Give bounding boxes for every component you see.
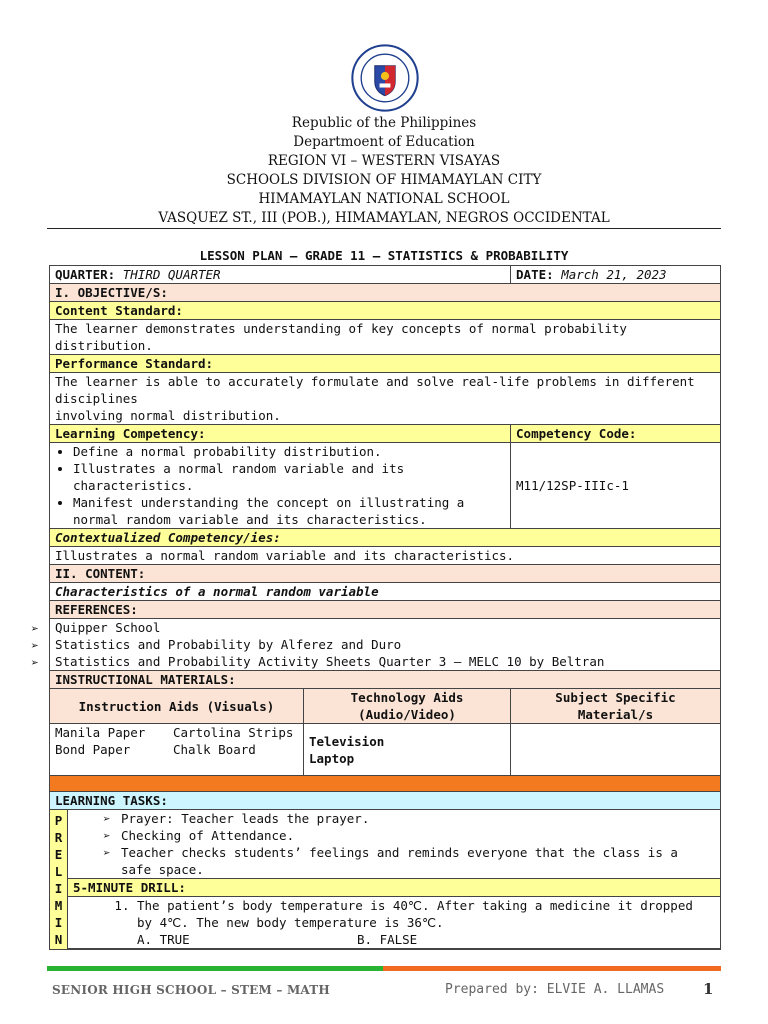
drill-label: 5-MINUTE DRILL: — [68, 879, 721, 897]
header-school: HIMAMAYLAN NATIONAL SCHOOL — [258, 191, 510, 207]
learning-competency-label: Learning Competency: — [50, 425, 511, 443]
quarter-value: THIRD QUARTER — [122, 267, 221, 282]
tech-item: Laptop — [309, 750, 355, 766]
prelim-item-text: Checking of Attendance. — [121, 828, 295, 843]
date-cell — [511, 266, 721, 284]
performance-standard-label: Performance Standard: — [50, 355, 721, 373]
lesson-plan-title: LESSON PLAN – GRADE 11 – STATISTICS & PROBABILITY — [199, 248, 569, 263]
prelim-letter: L — [54, 863, 63, 879]
competency-item: • Manifest understanding the concept on illustrating a normal random variable and its characteristics. — [73, 494, 505, 528]
prelim-item — [73, 844, 715, 878]
prelim-letter: R — [54, 829, 63, 845]
visuals-cell — [50, 724, 304, 776]
header-division: SCHOOLS DIVISION OF HIMAMAYLAN CITY — [226, 172, 542, 188]
option-b: B. FALSE — [357, 932, 418, 947]
prelim-item-text: Prayer: Teacher leads the prayer. — [121, 811, 370, 826]
subject-cell — [511, 724, 721, 776]
col-tech-header: Technology Aids (Audio/Video) — [304, 689, 511, 724]
competency-code-label: Competency Code: — [511, 425, 721, 443]
footer-green-bar — [47, 966, 383, 971]
header-republic: Republic of the Philippines — [291, 115, 477, 131]
header-department: Departmoent of Education — [293, 134, 475, 150]
option-a: A. TRUE — [137, 932, 190, 947]
visual-item: Manila Paper — [55, 725, 146, 740]
reference-item: Statistics and Probability Activity Sheets Quarter 3 – MELC 10 by Beltran — [55, 654, 605, 669]
contextualized-label: Contextualized Competency/ies: — [50, 529, 721, 547]
tech-item: Television — [309, 733, 385, 749]
references-cell — [50, 619, 721, 671]
reference-item: Statistics and Probability by Alferez and Duro — [55, 637, 402, 652]
prelim-letter: I — [54, 914, 63, 930]
prelim-items-cell — [68, 810, 721, 879]
quarter-cell — [50, 266, 511, 284]
arrow-bullet-icon: ➢ — [103, 845, 111, 860]
footer-prepared-by: Prepared by: ELVIE A. LLAMAS — [445, 982, 665, 997]
footer-orange-bar — [383, 966, 721, 971]
competency-list — [55, 443, 505, 528]
arrow-bullet-icon: ➢ — [103, 828, 111, 843]
competency-item: • Define a normal probability distribution. — [73, 443, 505, 460]
quarter-label: QUARTER: — [55, 267, 116, 282]
objectives-heading: I. OBJECTIVE/S: — [50, 284, 721, 302]
orange-divider — [50, 776, 721, 792]
header-region: REGION VI – WESTERN VISAYAS — [267, 153, 501, 169]
col-visuals-header: Instruction Aids (Visuals) — [50, 689, 304, 724]
performance-standard-line: involving normal distribution. — [55, 408, 281, 423]
prelim-list — [73, 810, 715, 878]
competency-code-value: M11/12SP-IIIc-1 — [511, 443, 721, 529]
header-divider — [47, 228, 721, 229]
drill-options — [73, 931, 715, 948]
visual-item: Bond Paper — [55, 742, 131, 757]
performance-standard-text — [50, 373, 721, 425]
arrow-bullet-icon: ➢ — [31, 622, 39, 637]
arrow-bullet-icon: ➢ — [31, 656, 39, 671]
prelim-item-text: Teacher checks students’ feelings and reminds everyone that the class is a safe space. — [121, 845, 678, 877]
content-heading: II. CONTENT: — [50, 565, 721, 583]
deped-seal-logo — [351, 44, 419, 112]
date-value: March 21, 2023 — [561, 267, 667, 282]
learning-tasks-heading: LEARNING TASKS: — [50, 792, 721, 810]
content-standard-label: Content Standard: — [50, 302, 721, 320]
prelim-letter: P — [54, 812, 63, 828]
quarter-row — [50, 266, 721, 284]
content-standard-text: The learner demonstrates understanding of key concepts of normal probability distribution. — [50, 320, 721, 355]
reference-item: Quipper School — [55, 620, 161, 635]
prelim-letter: E — [54, 846, 63, 862]
arrow-bullet-icon: ➢ — [31, 639, 39, 654]
materials-label: INSTRUCTIONAL MATERIALS: — [50, 671, 721, 689]
prelim-vertical-label — [50, 810, 68, 950]
references-label: REFERENCES: — [50, 601, 721, 619]
content-topic: Characteristics of a normal random variable — [50, 583, 721, 601]
col-subject-header: Subject Specific Material/s — [511, 689, 721, 724]
prelim-item — [73, 810, 715, 827]
performance-standard-line: The learner is able to accurately formulate and solve real-life problems in different disciplines — [55, 374, 695, 406]
competency-list-cell — [50, 443, 511, 529]
drill-question: 1. The patient’s body temperature is 40℃. After taking a medicine it dropped by 4℃. The new body temperature is 36℃. — [137, 897, 715, 931]
visual-item: Chalk Board — [173, 742, 256, 757]
competency-item: • Illustrates a normal random variable and its characteristics. — [73, 460, 505, 494]
prelim-spacer — [68, 949, 721, 950]
prelim-letter: M — [54, 897, 63, 913]
prelim-item — [73, 827, 715, 844]
contextualized-text: Illustrates a normal random variable and its characteristics. — [50, 547, 721, 565]
arrow-bullet-icon: ➢ — [103, 811, 111, 826]
prelim-letter: I — [54, 880, 63, 896]
footer-program: SENIOR HIGH SCHOOL – STEM – MATH — [52, 983, 330, 997]
lesson-plan-table — [49, 265, 721, 950]
visual-item: Cartolina Strips — [173, 725, 294, 740]
drill-list — [73, 897, 715, 931]
prelim-letter: N — [54, 931, 63, 947]
header-address: VASQUEZ ST., III (POB.), HIMAMAYLAN, NEGROS OCCIDENTAL — [158, 210, 610, 226]
drill-cell — [68, 897, 721, 949]
date-label: DATE: — [516, 267, 554, 282]
tech-cell — [304, 724, 511, 776]
page-number: 1 — [703, 980, 714, 998]
